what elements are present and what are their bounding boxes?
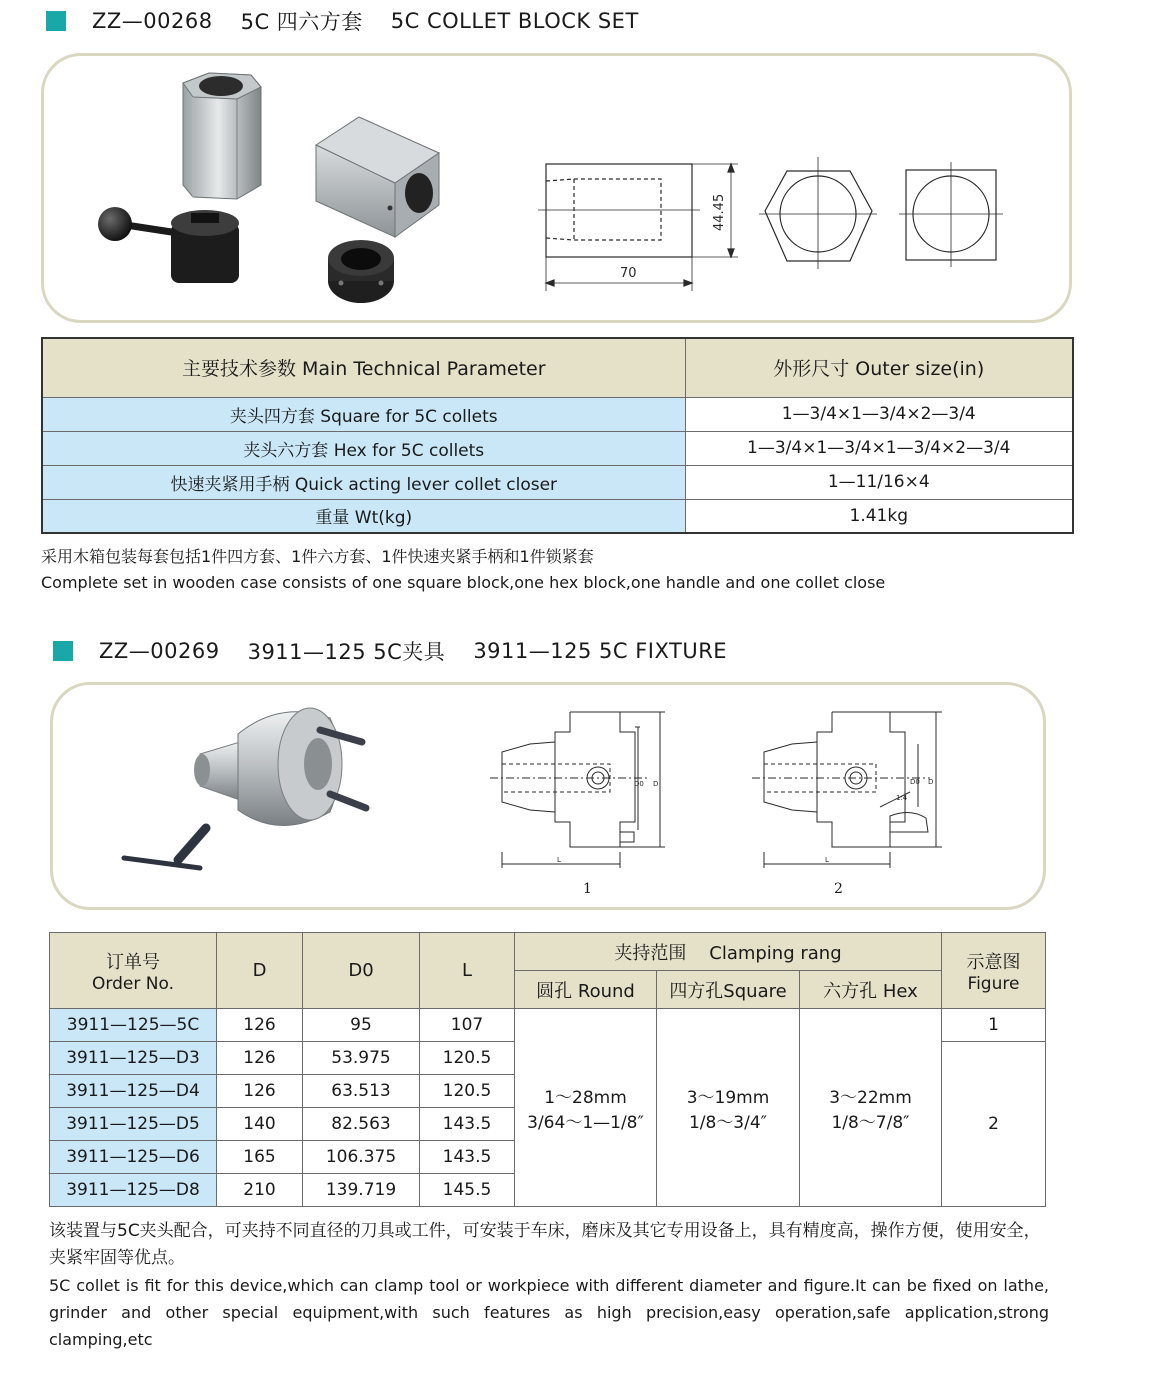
- d-value: 126: [217, 1042, 303, 1075]
- section1-title-en: 5C COLLET BLOCK SET: [390, 9, 639, 33]
- l-value: 143.5: [420, 1108, 515, 1141]
- section1-code: ZZ—00268: [92, 9, 213, 33]
- d-header: D: [217, 933, 303, 1009]
- round-range-in: 3/64～1—1/8″: [527, 1112, 644, 1133]
- figure-1-label: 1: [583, 881, 592, 897]
- section-marker-icon: [46, 11, 66, 31]
- square-header: 四方孔Square: [657, 971, 800, 1009]
- l-value: 120.5: [420, 1075, 515, 1108]
- dim-l-label-2: L: [825, 856, 829, 864]
- table-row: [50, 1009, 1046, 1042]
- order-no-header-cn: 订单号: [106, 951, 160, 973]
- table-row: [42, 397, 1073, 431]
- dim-d-label-1: D: [653, 780, 659, 788]
- fixture-drawing-2: [752, 712, 942, 868]
- section1-title-cn: 5C 四六方套: [240, 10, 363, 34]
- d0-value: 106.375: [303, 1141, 420, 1174]
- section-marker-icon: [53, 641, 73, 661]
- param-value: 1—11/16×4: [685, 465, 1073, 499]
- section1-note-en: Complete set in wooden case consists of one square block,one hex block,one handle and one collet close: [41, 573, 886, 592]
- fixture-photo: [124, 708, 366, 868]
- d-value: 140: [217, 1108, 303, 1141]
- section2-code: ZZ—00269: [99, 639, 220, 663]
- hex-range-in: 1/8～7/8″: [831, 1112, 910, 1133]
- section1-parameter-table: [41, 337, 1074, 534]
- round-range: [515, 1009, 657, 1207]
- square-end-view-drawing: [899, 162, 1003, 267]
- param-label: 夹头六方套 Hex for 5C collets: [42, 431, 685, 465]
- order-code: 3911—125—D8: [50, 1174, 217, 1207]
- dim-height-label: 44.45: [712, 193, 727, 231]
- hex-block-photo: [183, 73, 261, 199]
- d0-value: 63.513: [303, 1075, 420, 1108]
- figure-value: 1: [942, 1009, 1046, 1042]
- collet-block-side-drawing: [538, 164, 738, 291]
- square-block-photo: [316, 117, 439, 237]
- section1-product-illustration: [41, 53, 1072, 323]
- section1-note-cn: 采用木箱包装每套包括1件四方套、1件六方套、1件快速夹紧手柄和1件锁紧套: [41, 547, 594, 566]
- table-row: [42, 465, 1073, 499]
- order-code: 3911—125—D3: [50, 1042, 217, 1075]
- section2-order-table: [49, 932, 1046, 1207]
- d-value: 126: [217, 1075, 303, 1108]
- l-value: 120.5: [420, 1042, 515, 1075]
- table-row: [42, 499, 1073, 533]
- section2-product-illustration: [50, 682, 1046, 910]
- param-label: 夹头四方套 Square for 5C collets: [42, 397, 685, 431]
- square-range-mm: 3～19mm: [686, 1087, 770, 1108]
- d0-value: 95: [303, 1009, 420, 1042]
- d0-value: 139.719: [303, 1174, 420, 1207]
- collet-nut-photo: [328, 240, 394, 303]
- square-range-in: 1/8～3/4″: [688, 1112, 768, 1133]
- dim-d0-label-2: D0: [910, 778, 920, 786]
- order-code: 3911—125—5C: [50, 1009, 217, 1042]
- figure-2-label: 2: [834, 881, 843, 897]
- d-value: 126: [217, 1009, 303, 1042]
- figure-value: 2: [942, 1042, 1046, 1207]
- d0-value: 53.975: [303, 1042, 420, 1075]
- hex-end-view-drawing: [759, 157, 877, 269]
- param-value: 1.41kg: [685, 499, 1073, 533]
- section2-title-cn: 3911—125 5C夹具: [247, 640, 446, 664]
- figure-header: [942, 933, 1046, 1009]
- d-value: 210: [217, 1174, 303, 1207]
- l-value: 107: [420, 1009, 515, 1042]
- section2-description-cn: 该装置与5C夹头配合，可夹持不同直径的刀具或工件，可安装于车床，磨床及其它专用设备上，具有精度高，操作方便，使用安全，夹紧牢固等优点。: [49, 1221, 1041, 1268]
- table-row: [42, 431, 1073, 465]
- param-label: 重量 Wt(kg): [42, 499, 685, 533]
- section2-title: [53, 636, 727, 666]
- order-code: 3911—125—D5: [50, 1108, 217, 1141]
- fixture-drawing-1: [490, 712, 665, 868]
- lever-closer-photo: [98, 207, 239, 283]
- param-label: 快速夹紧用手柄 Quick acting lever collet closer: [42, 465, 685, 499]
- hex-range-mm: 3～22mm: [829, 1087, 912, 1108]
- hex-range: [800, 1009, 942, 1207]
- l-value: 145.5: [420, 1174, 515, 1207]
- dim-d0-label-1: D0: [634, 780, 644, 788]
- d0-value: 82.563: [303, 1108, 420, 1141]
- section1-title: [46, 6, 639, 36]
- hex-header: 六方孔 Hex: [800, 971, 942, 1009]
- parameter-header: 主要技术参数 Main Technical Parameter: [42, 338, 685, 397]
- order-code: 3911—125—D6: [50, 1141, 217, 1174]
- order-code: 3911—125—D4: [50, 1075, 217, 1108]
- dim-d-label-2: D: [928, 778, 934, 786]
- d0-header: D0: [303, 933, 420, 1009]
- figure-header-en: Figure: [967, 973, 1020, 994]
- l-value: 143.5: [420, 1141, 515, 1174]
- d-value: 165: [217, 1141, 303, 1174]
- square-range: [657, 1009, 800, 1207]
- clamping-range-header: 夹持范围 Clamping rang: [515, 933, 942, 971]
- section2-title-en: 3911—125 5C FIXTURE: [473, 639, 728, 663]
- order-no-header-en: Order No.: [92, 973, 174, 994]
- taper-label: 1:4: [896, 794, 908, 802]
- dim-length-label: 70: [620, 266, 637, 281]
- param-value: 1—3/4×1—3/4×2—3/4: [685, 397, 1073, 431]
- section2-description-en: 5C collet is fit for this device,which can clamp tool or workpiece with different diameter and figure.It can be fixed on lathe, grinder and other special equipment,with such features as high precision,easy operation,safe application,strong clamping,etc: [49, 1276, 1049, 1349]
- round-range-mm: 1～28mm: [544, 1087, 627, 1108]
- figure-header-cn: 示意图: [966, 951, 1021, 973]
- l-header: L: [420, 933, 515, 1009]
- order-no-header: [50, 933, 217, 1009]
- param-value: 1—3/4×1—3/4×1—3/4×2—3/4: [685, 431, 1073, 465]
- round-header: 圆孔 Round: [515, 971, 657, 1009]
- outer-size-header: 外形尺寸 Outer size(in): [685, 338, 1073, 397]
- dim-l-label-1: L: [557, 856, 561, 864]
